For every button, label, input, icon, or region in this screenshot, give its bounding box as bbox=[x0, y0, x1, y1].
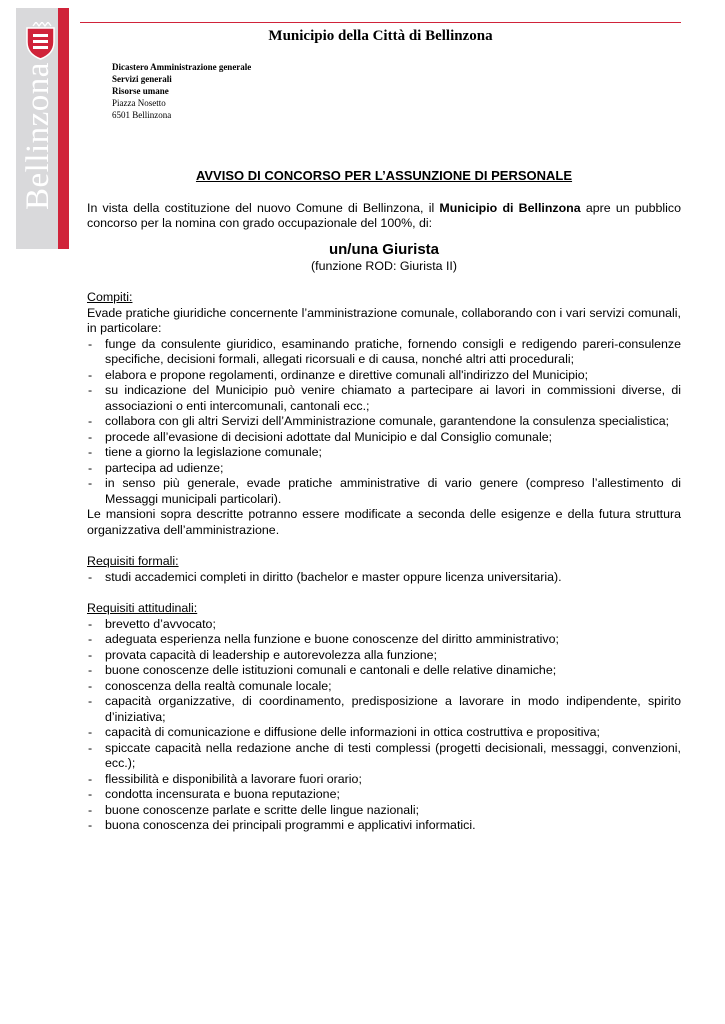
requisiti-attitudinali-list-item: - conoscenza della realtà comunale locale; bbox=[87, 679, 681, 695]
municipality-title: Municipio della Città di Bellinzona bbox=[268, 28, 493, 44]
requisiti-attitudinali-list-item: - buone conoscenze delle istituzioni comunali e cantonali e delle relative dinamiche; bbox=[87, 663, 681, 679]
requisiti-attitudinali-list-item: - buone conoscenze parlate e scritte delle lingue nazionali; bbox=[87, 803, 681, 819]
address-line: 6501 Bellinzona bbox=[112, 110, 172, 120]
compiti-closing: Le mansioni sopra descritte potranno essere modificate a seconda delle esigenze e della futura struttura organizzativa dell’amministrazione. bbox=[87, 507, 681, 537]
requisiti-formali-list-item: - studi accademici completi in diritto (bachelor e master oppure licenza universitaria). bbox=[87, 570, 681, 586]
role-subtitle: (funzione ROD: Giurista II) bbox=[311, 258, 457, 273]
compiti-intro: Evade pratiche giuridiche concernente l’amministrazione comunale, collaborando con i vari servizi comunali, in particolare: bbox=[87, 305, 681, 335]
compiti-list-item: - procede all’evasione di decisioni adottate dal Municipio e dal Consiglio comunale; bbox=[87, 430, 681, 446]
compiti-list-item: - partecipa ad udienze; bbox=[87, 461, 681, 477]
role-title: un/una Giurista bbox=[328, 240, 439, 258]
requisiti-attitudinali-list bbox=[87, 617, 681, 834]
compiti-list-item: - su indicazione del Municipio può venire chiamato a partecipare ai lavori in commissioni diverse, di associazioni o enti intercomunali, cantonali ecc.; bbox=[87, 383, 681, 414]
notice-heading: AVVISO DI CONCORSO PER L’ASSUNZIONE DI PERSONALE bbox=[195, 168, 573, 183]
section-title-requisiti-formali: Requisiti formali: bbox=[87, 554, 179, 568]
intro-text-end: apre un pubblico concorso per la nomina con grado occupazionale del 100%, di: bbox=[87, 200, 682, 230]
compiti-list-item: - funge da consulente giuridico, esaminando pratiche, fornendo consigli e redigendo pareri-consulenze specifiche, decisioni formali, allegati ricorsuali e di causa, nonché altri atti procedurali; bbox=[87, 337, 681, 368]
requisiti-attitudinali-list-item: - flessibilità e disponibilità a lavorare fuori orario; bbox=[87, 772, 681, 788]
section-title-compiti: Compiti: bbox=[87, 290, 133, 304]
address-line: Piazza Nosetto bbox=[112, 98, 166, 108]
compiti-list-item: - elabora e propone regolamenti, ordinanze e direttive comunali all'indirizzo del Municipio; bbox=[87, 368, 681, 384]
section-title-requisiti-attitudinali: Requisiti attitudinali: bbox=[87, 601, 198, 615]
compiti-list-item: - in senso più generale, evade pratiche amministrative di vario genere (compreso l’allestimento di Messaggi municipali particolari). bbox=[87, 476, 681, 507]
requisiti-attitudinali-list-item: - capacità organizzative, di coordinamento, predisposizione a lavorare in modo indipendente, spirito d’iniziativa; bbox=[87, 694, 681, 725]
requisiti-attitudinali-list-item: - adeguata esperienza nella funzione e buone conoscenze del diritto amministrativo; bbox=[87, 632, 681, 648]
address-line: Servizi generali bbox=[112, 74, 172, 84]
requisiti-attitudinali-list-item: - provata capacità di leadership e autorevolezza alla funzione; bbox=[87, 648, 681, 664]
compiti-list-item: - tiene a giorno la legislazione comunale; bbox=[87, 445, 681, 461]
compiti-list-item: - collabora con gli altri Servizi dell’Amministrazione comunale, garantendone la consulenza specialistica; bbox=[87, 414, 681, 430]
notice-body bbox=[87, 168, 681, 834]
notice-intro bbox=[87, 201, 681, 232]
requisiti-attitudinali-list-item: - capacità di comunicazione e diffusione delle informazioni in ottica costruttiva e propositiva; bbox=[87, 725, 681, 741]
intro-text: In vista della costituzione del nuovo Comune di Bellinzona, il bbox=[87, 200, 440, 215]
requisiti-attitudinali-list-item: - spiccate capacità nella redazione anche di testi complessi (progetti decisionali, messaggi, convenzioni, ecc.); bbox=[87, 741, 681, 772]
city-crest-icon bbox=[25, 22, 56, 60]
requisiti-attitudinali-list-item: - brevetto d’avvocato; bbox=[87, 617, 681, 633]
header-rule bbox=[80, 22, 681, 23]
compiti-list bbox=[87, 337, 681, 508]
sidebar-brand-text: Bellinzona bbox=[20, 62, 56, 210]
requisiti-attitudinali-list-item: - buona conoscenza dei principali programmi e applicativi informatici. bbox=[87, 818, 681, 834]
requisiti-attitudinali-list-item: - condotta incensurata e buona reputazione; bbox=[87, 787, 681, 803]
address-line: Dicastero Amministrazione generale bbox=[112, 62, 252, 72]
requisiti-formali-list bbox=[87, 570, 681, 586]
address-line: Risorse umane bbox=[112, 86, 169, 96]
sidebar-red-stripe bbox=[58, 8, 69, 249]
office-address bbox=[112, 61, 251, 121]
intro-bold-text: Municipio di Bellinzona bbox=[439, 200, 581, 215]
